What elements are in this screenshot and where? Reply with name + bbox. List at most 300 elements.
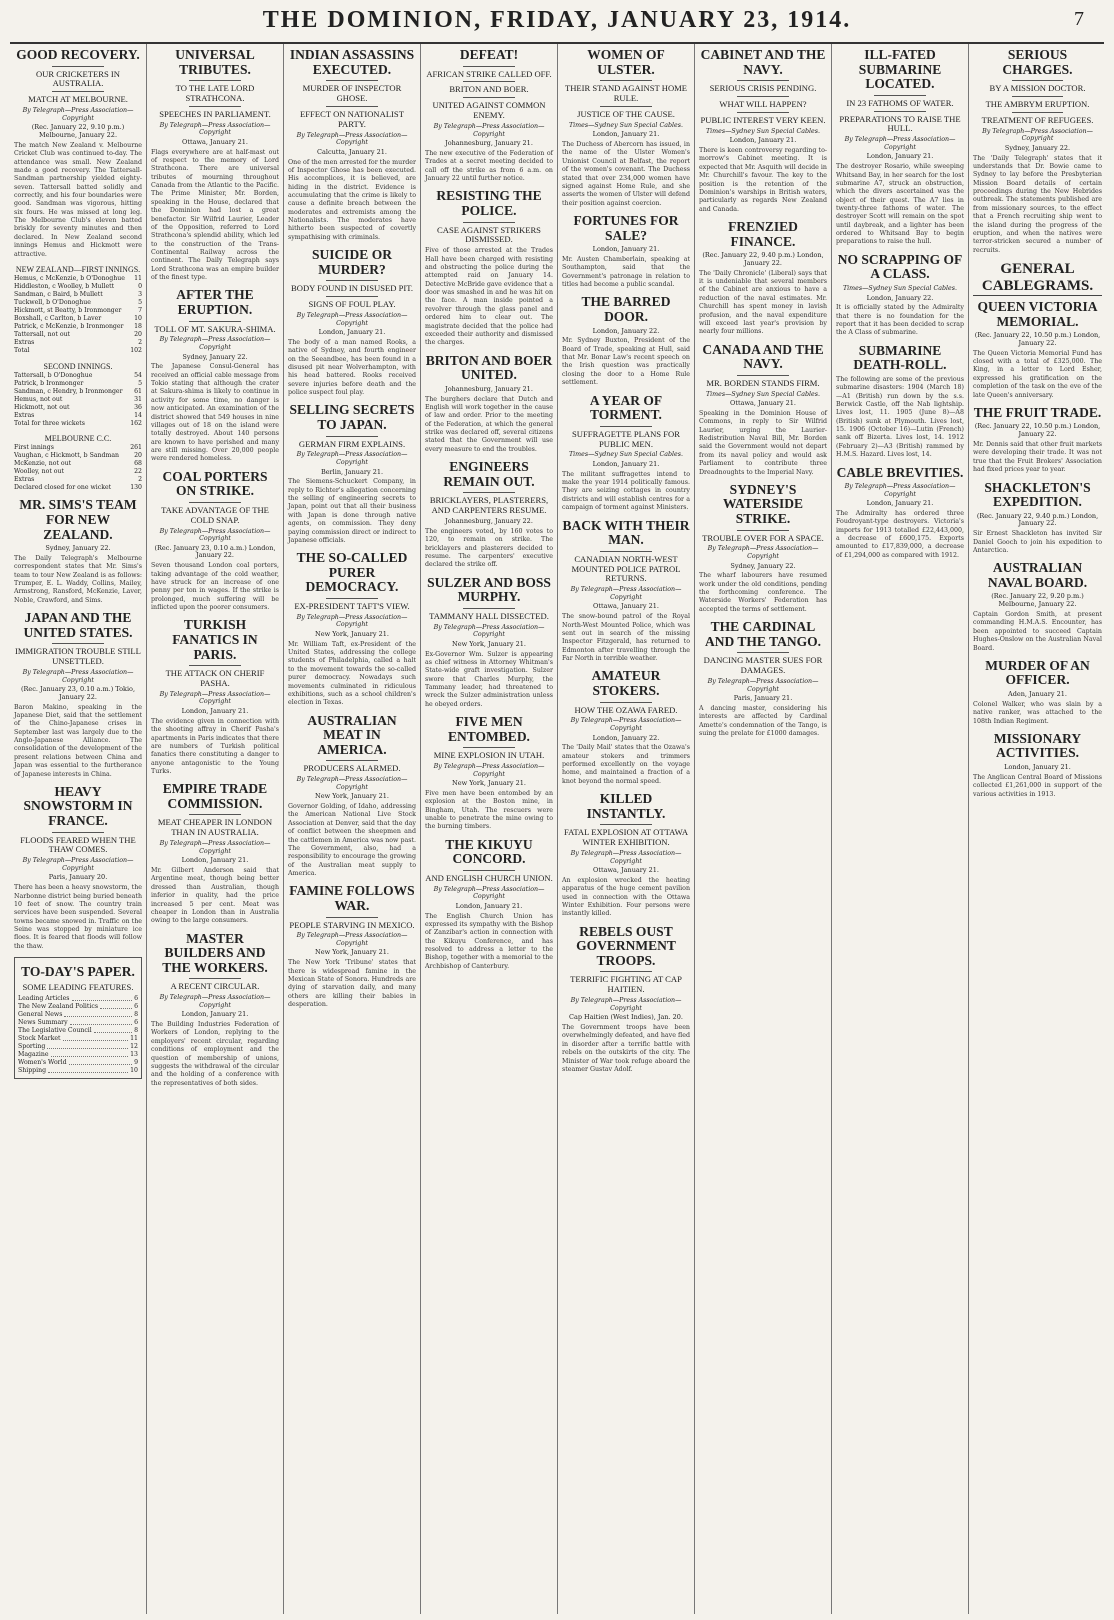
story-headline: REBELS OUST GOVERNMENT TROOPS. xyxy=(576,923,676,968)
news-story xyxy=(288,551,416,707)
story-headline: ILL-FATED SUBMARINE LOCATED. xyxy=(858,47,942,92)
batsman-name: Hiddleston, c Woolley, b Mullett xyxy=(14,282,115,290)
story-dateline: Calcutta, January 21. xyxy=(317,147,387,156)
divider-rule xyxy=(600,824,651,825)
story-subheading: DANCING MASTER SUES FOR DAMAGES. xyxy=(703,655,823,676)
story-subheading: BY A MISSION DOCTOR. xyxy=(989,83,1086,94)
contents-box xyxy=(14,957,142,1079)
news-story xyxy=(288,48,416,242)
news-story xyxy=(151,618,279,776)
score-line xyxy=(14,396,142,404)
leader-dots xyxy=(63,1035,129,1041)
story-headline: SUBMARINE DEATH-ROLL. xyxy=(853,342,947,373)
story-body: The English Church Union has expressed its sympathy with the Bishop of Zanzibar's action in connection with the Kikuyu Conference, and has resolved to address a letter to the Bishop, together with a memorial to the Archbishop of Canterbury. xyxy=(425,912,553,970)
news-story xyxy=(562,925,690,1075)
story-body: Captain Gordon Smith, at present commanding H.M.A.S. Encounter, has been appointed to succeed Captain Hughes-Onslow on the Australian Naval Board. xyxy=(973,611,1102,652)
story-headline: INDIAN ASSASSINS EXECUTED. xyxy=(289,47,415,77)
news-story xyxy=(425,715,553,832)
story-body: The Japanese Consul-General has received an official cable message from Tokio stating that although the crater at Sakura-shima is likely to continue in activity for some time, no danger is now anticipated. An examination of the district showed that 549 houses in nine villages out of 18 on the island were totally destroyed. About 140 persons are known to have perished and many are still missing. Over 20,000 people were rendered homeless. xyxy=(151,363,279,463)
score-line xyxy=(14,444,142,452)
news-story xyxy=(288,403,416,545)
divider-rule xyxy=(463,97,514,98)
story-body: Sir Ernest Shackleton has invited Sir Daniel Gooch to join his expedition to Antarctica. xyxy=(973,530,1102,554)
batsman-name: Hickmott, st Beatty, b Ironmonger xyxy=(14,307,122,315)
column-8 xyxy=(969,44,1106,1614)
story-body: Governor Golding, of Idaho, addressing the American National Live Stock Association at Denver, said that the day of conflict between the sheepmen and the cattlemen in America was now past. The Government, also, had a responsibility to encourage the growing of the Australian meat supply to America. xyxy=(288,803,416,877)
story-body: The 'Daily Chronicle' (Liberal) says that it is undeniable that several members of the Cabinet are anxious to have a reduction of the naval estimates. Mr. Churchill has spent money in lavish profusion, and the naval expenditure will exceed last year's provision by nearly four millions. xyxy=(699,269,827,336)
news-story xyxy=(425,48,553,183)
contents-page: 6 xyxy=(134,1002,138,1010)
runs-value: 14 xyxy=(134,411,142,419)
divider-rule xyxy=(463,608,514,609)
scoreboard-heading: NEW ZEALAND—FIRST INNINGS. xyxy=(15,264,141,274)
story-dateline: London, January 21. xyxy=(181,1010,249,1019)
story-headline: JAPAN AND THE UNITED STATES. xyxy=(23,610,133,640)
contents-subheading: SOME LEADING FEATURES. xyxy=(22,981,134,992)
story-headline: SERIOUS CHARGES. xyxy=(1002,47,1073,77)
score-line xyxy=(14,484,142,492)
divider-rule xyxy=(326,80,377,81)
runs-value: 2 xyxy=(138,339,142,347)
contents-line xyxy=(18,995,138,1003)
story-headline: SELLING SECRETS TO JAPAN. xyxy=(289,402,415,433)
divider-rule xyxy=(463,492,514,493)
story-body: The new executive of the Federation of Trades at a secret meeting decided to call off the strike as from 6 a.m. on January 22 until further notice. xyxy=(425,149,553,183)
story-headline: THE BARRED DOOR. xyxy=(581,294,671,324)
story-body: Five of those arrested at the Trades Hall have been charged with resisting and obstructing the police during the attempted raid on January 14. Detective McBride gave evidence that a door was smashed in and he was hit on the face. A man inside pointed a revolver through the glass panel and ordered him to clear out. The magistrate decided that the police had exceeded their authority and dismissed the charges. xyxy=(425,247,553,347)
news-story xyxy=(562,214,690,289)
story-subheading: THE AMBRYM ERUPTION. xyxy=(985,99,1090,110)
contents-page: 6 xyxy=(134,1018,138,1026)
divider-rule xyxy=(600,80,651,81)
story-credit: By Telegraph—Press Association—Copyright xyxy=(570,997,682,1012)
story-headline: GOOD RECOVERY. xyxy=(16,47,140,62)
story-body: One of the men arrested for the murder of Inspector Ghose has been executed. His accomplices, it is believed, are hiding in the district. Evidence is accumulating that the crime is likely to cause a definite breach between the moderates and extremists among the Nationalists. The moderates have hitherto been suspected of covertly sympathising with criminals. xyxy=(288,158,416,241)
scoreboard-heading: SECOND INNINGS. xyxy=(43,361,113,371)
story-subheading: MEAT CHEAPER IN LONDON THAN IN AUSTRALIA. xyxy=(157,817,273,838)
news-story xyxy=(562,394,690,513)
story-headline: SHACKLETON'S EXPEDITION. xyxy=(984,479,1091,510)
scoreboard xyxy=(14,265,142,356)
story-body: An explosion wrecked the heating apparatus of the huge cement pavilion used in connection with the Ottawa Winter Exhibition. Four persons were instantly killed. xyxy=(562,876,690,918)
news-story xyxy=(151,288,279,463)
story-credit: By Telegraph—Press Association—Copyright xyxy=(159,994,271,1009)
contents-heading: TO-DAY'S PAPER. xyxy=(21,964,135,980)
story-headline: FIVE MEN ENTOMBED. xyxy=(448,714,530,744)
story-credit: By Telegraph—Press Association—Copyright xyxy=(707,545,819,561)
divider-rule xyxy=(189,814,240,815)
section-heading: GENERAL CABLEGRAMS. xyxy=(973,261,1102,296)
divider-rule xyxy=(1012,96,1064,97)
story-body: Colonel Walker, who was slain by a native ranker, was attached to the 108th Indian Regiment. xyxy=(973,700,1102,725)
story-body: Speaking in the Dominion House of Commons, in reply to Sir Wilfrid Laurier, urging the Laurier-Redistribution Naval Bill, Mr. Borden said the Government would not depart from its naval policy and would ask Parliament to contribute three Dreadnoughts to the Imperial Navy. xyxy=(699,410,827,476)
story-credit: Times—Sydney Sun Special Cables. xyxy=(568,451,684,459)
contents-item: The New Zealand Politics xyxy=(18,1002,99,1010)
story-dateline: Aden, January 21. xyxy=(1008,690,1067,699)
news-story xyxy=(562,519,690,664)
story-subheading: PRODUCERS ALARMED. xyxy=(303,763,401,774)
leader-dots xyxy=(51,1051,129,1057)
story-subheading: JUSTICE OF THE CAUSE. xyxy=(577,108,675,119)
news-story xyxy=(836,344,964,460)
story-dateline: (Rec. January 22, 9.10 p.m.) Melbourne, January 22. xyxy=(31,123,125,140)
divider-rule xyxy=(1012,80,1064,81)
story-credit: By Telegraph—Press Association—Copyright xyxy=(296,451,408,467)
contents-page: 11 xyxy=(130,1034,138,1042)
story-dateline: London, January 21. xyxy=(592,459,660,468)
story-credit: By Telegraph—Press Association—Copyright xyxy=(296,776,408,791)
score-line xyxy=(14,476,142,484)
divider-rule xyxy=(189,665,240,666)
contents-page: 8 xyxy=(134,1010,138,1018)
news-story xyxy=(836,466,964,561)
contents-page: 13 xyxy=(130,1051,138,1059)
story-credit: By Telegraph—Press Association—Copyright xyxy=(570,717,682,732)
runs-value: 5 xyxy=(138,299,142,307)
score-line xyxy=(14,307,142,315)
batsman-name: Woolley, not out xyxy=(14,468,64,476)
story-credit: By Telegraph—Press Association—Copyright xyxy=(159,527,271,543)
divider-rule xyxy=(1012,112,1064,113)
story-subheading: HOW THE OZAWA FARED. xyxy=(574,704,678,715)
batsman-name: Declared closed for one wicket xyxy=(14,484,112,492)
news-story xyxy=(562,48,690,208)
divider-rule xyxy=(737,96,788,97)
score-line xyxy=(14,283,142,291)
batsman-name: Boxshall, c Carlton, b Laver xyxy=(14,315,102,323)
batsman-name: Extras xyxy=(14,411,35,419)
contents-item: Sporting xyxy=(18,1042,46,1050)
story-body: The burghers declare that Dutch and English will work together in the cause of law and order. Prior to the meeting of the Federation, at which the general strike was declared off, several citizens stated that the Government will use every measure to end the troubles. xyxy=(425,395,553,453)
story-subheading: SUFFRAGETTE PLANS FOR PUBLIC MEN. xyxy=(572,428,680,449)
story-headline: KILLED INSTANTLY. xyxy=(586,791,666,821)
contents-item: Women's World xyxy=(18,1059,67,1067)
leader-dots xyxy=(94,1027,132,1033)
story-headline: THE KIKUYU CONCORD. xyxy=(445,836,533,867)
story-body: Mr. Dennis said that other fruit markets were developing their trade. It was not true that the Fruit Brokers' Association had fixed prices year to year. xyxy=(973,441,1102,474)
story-credit: By Telegraph—Press Association—Copyright xyxy=(159,690,271,706)
contents-item: Leading Articles xyxy=(18,994,70,1002)
story-headline: AFTER THE ERUPTION. xyxy=(176,287,254,317)
story-headline: CABLE BREVITIES. xyxy=(836,464,964,480)
story-headline: AMATEUR STOKERS. xyxy=(591,668,661,698)
runs-value: 7 xyxy=(138,307,142,315)
story-headline: THE FRUIT TRADE. xyxy=(973,404,1102,420)
story-subheading: MURDER OF INSPECTOR GHOSE. xyxy=(302,83,402,104)
story-dateline: New York, January 21. xyxy=(315,629,389,638)
story-headline: FAMINE FOLLOWS WAR. xyxy=(289,883,415,913)
score-line xyxy=(14,372,142,380)
story-headline: NO SCRAPPING OF A CLASS. xyxy=(837,251,963,282)
batsman-name: Hickmott, not out xyxy=(14,403,70,411)
story-dateline: (Rec. January 23, 0.10 a.m.) London, January 22. xyxy=(154,543,276,560)
story-credit: Times—Sydney Sun Special Cables. xyxy=(842,285,958,292)
story-credit: By Telegraph—Press Association—Copyright xyxy=(296,131,408,147)
contents-item: News Summary xyxy=(18,1018,68,1026)
story-credit: By Telegraph—Press Association—Copyright xyxy=(159,121,271,137)
story-subheading: CASE AGAINST STRIKERS DISMISSED. xyxy=(437,224,541,245)
divider-rule xyxy=(737,530,788,531)
story-body: The snow-bound patrol of the Royal North-West Mounted Police, which was sent out in search of the missing Inspector Fitzgerald, has returned to Edmonton after travelling through the Far North in terrible weather. xyxy=(562,613,690,663)
story-body: The Admiralty has ordered three Foudroyant-type destroyers. Victoria's imports for 1913 totalled £22,443,000, a decrease of £600,175. Exports amounted to £17,839,000, a decrease of £1,294,000 as compared with 1912. xyxy=(836,510,964,559)
batsman-name: Sandman, c Baird, b Mullett xyxy=(14,291,103,299)
divider-rule xyxy=(463,222,514,223)
story-headline: QUEEN VICTORIA MEMORIAL. xyxy=(977,298,1098,329)
masthead xyxy=(0,0,1114,40)
story-dateline: London, January 22. xyxy=(866,293,934,302)
divider-rule xyxy=(463,870,514,871)
column-3 xyxy=(284,44,421,1614)
news-story xyxy=(973,300,1102,400)
story-subheading: TERRIFIC FIGHTING AT CAP HAITIEN. xyxy=(570,974,682,995)
story-subheading: SPEECHES IN PARLIAMENT. xyxy=(159,108,271,119)
story-credit: By Telegraph—Press Association—Copyright xyxy=(159,336,271,351)
story-subheading: MR. BORDEN STANDS FIRM. xyxy=(706,377,820,388)
news-story xyxy=(14,785,142,951)
story-credit: By Telegraph—Press Association—Copyright xyxy=(22,668,134,684)
news-story xyxy=(288,884,416,1009)
story-subheading: TAMMANY HALL DISSECTED. xyxy=(429,610,549,621)
runs-value: 68 xyxy=(134,460,142,468)
story-subheading: BODY FOUND IN DISUSED PIT. xyxy=(291,283,413,294)
story-subheading: PEOPLE STARVING IN MEXICO. xyxy=(289,919,415,930)
news-story xyxy=(425,460,553,570)
runs-value: 0 xyxy=(138,282,142,290)
score-line xyxy=(14,291,142,299)
story-headline: MISSIONARY ACTIVITIES. xyxy=(993,730,1082,761)
batsman-name: First innings xyxy=(14,443,54,451)
scoreboard xyxy=(14,434,142,492)
story-subheading: TO THE LATE LORD STRATHCONA. xyxy=(175,83,255,104)
divider-rule xyxy=(600,971,651,972)
story-headline: COAL PORTERS ON STRIKE. xyxy=(162,468,268,499)
story-subheading: TREATMENT OF REFUGEES. xyxy=(981,114,1094,125)
story-body: The 'Daily Mail' states that the Ozawa's amateur stokers and trimmers performed excellently on the voyage home, and maintained a fraction of a knot beyond the normal speed. xyxy=(562,744,690,785)
story-credit: Times—Sydney Sun Special Cables. xyxy=(705,127,821,135)
story-dateline: London, January 21. xyxy=(318,328,386,337)
score-line xyxy=(14,275,142,283)
news-story xyxy=(425,838,553,971)
story-headline: FORTUNES FOR SALE? xyxy=(573,213,679,243)
score-line xyxy=(14,388,142,396)
story-dateline: London, January 21. xyxy=(592,245,660,254)
story-body: The following are some of the previous submarine disasters: 1904 (March 18)—A1 (British) run down by the s.s. Berwick Castle, off the Nab lightship. Lives lost, 11. 1905 (June 8)—A8 (British) sunk at Plymouth. Lives lost, 15. 1906 (October 16)—Lutin (French) sank off Bizerta. Lives lost, 14. 1912 (February 2)—A3 (British) rammed by H.M.S. Hazard. Lives lost, 14. xyxy=(836,375,964,459)
story-body: The New York 'Tribune' states that there is widespread famine in the Mexican State of Sonora. Hundreds are dying of starvation daily, and many others are killing their babies in desperation. xyxy=(288,959,416,1009)
story-subheading: PREPARATIONS TO RAISE THE HULL. xyxy=(839,113,961,134)
leader-dots xyxy=(48,1067,128,1073)
story-dateline: Sydney, January 22. xyxy=(730,561,796,570)
news-story xyxy=(562,295,690,387)
batsman-name: Total xyxy=(14,347,30,355)
divider-rule xyxy=(737,80,788,81)
story-dateline: Ottawa, January 21. xyxy=(730,399,796,408)
divider-rule xyxy=(737,375,788,376)
runs-value: 5 xyxy=(138,379,142,387)
story-dateline: London, January 21. xyxy=(181,706,249,715)
runs-value: 3 xyxy=(138,291,142,299)
batsman-name: Hemus, c McKenzie, b O'Donoghue xyxy=(14,274,125,282)
story-body: The militant suffragettes intend to make the year 1914 politically famous. They are seizing cottages in country districts and will establish centres for a campaign of torment against Ministers. xyxy=(562,470,690,512)
story-headline: EMPIRE TRADE COMMISSION. xyxy=(162,781,268,811)
story-subheading: CANADIAN NORTH-WEST MOUNTED POLICE PATROL RETURNS. xyxy=(571,553,681,584)
story-dateline: London, January 21. xyxy=(592,130,660,139)
scoreboard xyxy=(14,362,142,428)
story-dateline: New York, January 21. xyxy=(452,779,526,788)
story-subheading: IMMIGRATION TROUBLE STILL UNSETTLED. xyxy=(15,646,141,667)
story-dateline: Paris, January 20. xyxy=(48,873,108,882)
divider-rule xyxy=(874,111,925,112)
story-credit: By Telegraph—Press Association—Copyright xyxy=(296,312,408,327)
news-story xyxy=(699,620,827,738)
batsman-name: McKenzie, not out xyxy=(14,460,72,468)
story-credit: By Telegraph—Press Association—Copyright xyxy=(22,107,134,122)
story-body: Five men have been entombed by an explosion at the Boston mine, in Bingham, Utah. The rescuers were unable to penetrate the mine owing to the burning timbers. xyxy=(425,789,553,831)
story-body: The evidence given in connection with the shooting affray in Cherif Pasha's apartments in Paris indicates that there are numbers of Turkish political fanatics there constituting a danger to anyone antagonistic to the Young Turks. xyxy=(151,717,279,775)
story-body: The Daily Telegraph's Melbourne correspondent states that Mr. Sims's team to tour New Zealand is as follows: Trumper, E. L. Waddy, Collins, Mailey, Armstrong, Ransford, McKenzie, Laver, Noble, Crawford, and Sims. xyxy=(14,554,142,604)
story-credit: Times—Sydney Sun Special Cables. xyxy=(705,390,821,398)
story-credit: By Telegraph—Press Association—Copyright xyxy=(159,840,271,855)
story-body: A dancing master, considering his interests are affected by Cardinal Amette's condemnation of the Tango, is suing the prelate for £1000 damages. xyxy=(699,704,827,738)
story-dateline: Berlin, January 21. xyxy=(320,467,384,476)
story-body: The Queen Victoria Memorial Fund has closed with a total of £325,000. The King, in a letter to Lord Esher, expressed his gratification on the completion of the task on the eve of the late Queen's anniversary. xyxy=(973,349,1102,399)
divider-rule xyxy=(189,978,240,979)
story-subheading: TROUBLE OVER FOR A SPACE. xyxy=(702,532,824,543)
leader-dots xyxy=(64,1011,132,1017)
story-subheading: FLOODS FEARED WHEN THE THAW COMES. xyxy=(20,834,136,855)
runs-value: 2 xyxy=(138,476,142,484)
story-headline: BACK WITH THEIR MAN. xyxy=(562,517,690,548)
story-subheading: FATAL EXPLOSION AT OTTAWA WINTER EXHIBITION. xyxy=(563,827,689,848)
story-body: The Siemens-Schuckert Company, in reply to Richter's allegation concerning the selling of engineering secrets to Japan, point out that all their business with Japan is done through native agents, on commission. They deny paying commission direct or indirect to Japanese officials. xyxy=(288,478,416,544)
story-subheading: TOLL OF MT. SAKURA-SHIMA. xyxy=(154,323,276,334)
story-dateline: Ottawa, January 21. xyxy=(593,602,659,611)
story-headline: BRITON AND BOER UNITED. xyxy=(425,352,553,383)
story-body: The destroyer Rosario, while sweeping Whitsand Bay, in her search for the lost submarine A7, struck an obstruction, which the divers ascertained was the object of their quest. The A7 lies in twenty-three fathoms of water. The destroyer Scott will remain on the spot until daybreak, and a lighter has been ordered to Whitsand Bay to begin preparations to raise the hull. xyxy=(836,163,964,246)
news-story xyxy=(562,669,690,786)
story-body: There has been a heavy snowstorm, the Narbonne district being buried beneath 10 feet of snow. The country train services have been suspended. Several towns became snowed in. Traffic on the Seine was stopped by miniature ice floes. It is feared that floods will follow the thaw. xyxy=(14,884,142,950)
news-story xyxy=(425,354,553,454)
story-body: The body of a man named Rooks, a native of Sydney, and fourth engineer on the Seeandbee, has been found in a disused pit near Wolverhampton, with his head battered. Rooks received severe injuries before death and the police suspect foul play. xyxy=(288,338,416,397)
batsman-name: Tattersall, b O'Donoghue xyxy=(14,371,93,379)
story-headline: CABINET AND THE NAVY. xyxy=(700,47,826,77)
story-subheading: WHAT WILL HAPPEN? xyxy=(719,99,807,110)
batsman-name: Total for three wickets xyxy=(14,419,85,427)
story-body: Baron Makino, speaking in the Japanese Diet, said that the settlement of the Chino-Japanese crises in September last was largely due to the Anglo-Japanese Alliance. The consolidation of the development of the present relations between China and Japan was essential to the furtherance of Japanese interests in China. xyxy=(14,703,142,778)
story-headline: MURDER OF AN OFFICER. xyxy=(985,657,1090,688)
news-story xyxy=(836,253,964,338)
contents-item: Magazine xyxy=(18,1051,49,1059)
story-dateline: London, January 22. xyxy=(592,326,660,335)
story-credit: By Telegraph—Press Association—Copyright xyxy=(982,127,1093,143)
news-story xyxy=(973,732,1102,799)
divider-rule xyxy=(600,426,651,427)
divider-rule xyxy=(737,112,788,113)
story-subheading: IN 23 FATHOMS OF WATER. xyxy=(846,97,954,108)
story-subheading: MINE EXPLOSION IN UTAH. xyxy=(433,750,545,761)
story-subheading: THE ATTACK ON CHERIF PASHA. xyxy=(165,668,265,689)
story-subheading: BRICKLAYERS, PLASTERERS, AND CARPENTERS RESUME. xyxy=(429,495,549,516)
divider-rule xyxy=(189,321,240,322)
story-dateline: New York, January 21. xyxy=(452,639,526,648)
divider-rule xyxy=(52,91,103,92)
story-credit: By Telegraph—Press Association—Copyright xyxy=(844,136,956,151)
column-5 xyxy=(558,44,695,1614)
score-line xyxy=(14,339,142,347)
contents-page: 10 xyxy=(130,1067,138,1075)
news-story xyxy=(973,481,1102,556)
story-credit: By Telegraph—Press Association—Copyright xyxy=(570,586,682,601)
batsman-name: Tattersall, not out xyxy=(14,331,71,339)
story-dateline: (Rec. January 22, 9.40 p.m.) London, January 22. xyxy=(976,511,1099,528)
story-subheading: MATCH AT MELBOURNE. xyxy=(28,94,128,105)
story-headline: MR. SIMS'S TEAM FOR NEW ZEALAND. xyxy=(19,497,137,542)
newspaper-title: THE DOMINION, FRIDAY, JANUARY 23, 1914. xyxy=(262,6,852,33)
story-headline: FRENZIED FINANCE. xyxy=(728,219,798,249)
contents-line xyxy=(18,1019,138,1027)
story-credit: By Telegraph—Press Association—Copyright xyxy=(433,123,545,138)
story-headline: DEFEAT! xyxy=(459,47,519,62)
news-story xyxy=(562,792,690,919)
story-body: Flags everywhere are at half-mast out of respect to the memory of Lord Strathcona. There are universal tributes of mourning throughout Canada from the Atlantic to the Pacific. The Prime Minister, Mr. Borden, speaking in the House, declared that the Dominion had lost a great benefactor. Sir Wilfrid Laurier, Leader of the Opposition, referred to Lord Strathcona's splendid ability, which led to the construction of the Trans-Continental Railway across the continent. The Daily Telegraph says Lord Strathcona was an empire builder of the finest type. xyxy=(151,148,279,282)
news-story xyxy=(973,48,1102,255)
story-headline: THE SO-CALLED PURER DEMOCRACY. xyxy=(296,550,408,595)
contents-page: 9 xyxy=(134,1059,138,1067)
news-story xyxy=(288,248,416,397)
story-dateline: Johannesburg, January 22. xyxy=(445,517,533,525)
newspaper-columns xyxy=(10,44,1106,1614)
column-7 xyxy=(832,44,969,1614)
divider-rule xyxy=(326,917,377,918)
contents-item: Stock Market xyxy=(18,1034,61,1042)
story-credit: By Telegraph—Press Association—Copyright xyxy=(433,763,545,778)
story-headline: MASTER BUILDERS AND THE WORKERS. xyxy=(162,930,268,975)
story-headline: UNIVERSAL TRIBUTES. xyxy=(175,47,255,77)
column-6 xyxy=(695,44,832,1614)
story-dateline: Cap Haitien (West Indies), Jan. 20. xyxy=(568,1013,684,1022)
divider-rule xyxy=(326,296,377,297)
story-dateline: Ottawa, January 21. xyxy=(593,866,659,875)
divider-rule xyxy=(463,66,514,67)
news-story xyxy=(699,483,827,614)
story-subheading: AND ENGLISH CHURCH UNION. xyxy=(425,872,553,883)
story-dateline: Johannesburg, January 21. xyxy=(445,384,533,393)
story-dateline: Paris, January 21. xyxy=(733,694,793,703)
contents-page: 12 xyxy=(130,1042,138,1050)
divider-rule xyxy=(874,95,925,96)
runs-value: 20 xyxy=(134,331,142,339)
story-dateline: London, January 21. xyxy=(455,901,523,910)
story-credit: Times—Sydney Sun Special Cables. xyxy=(568,121,684,129)
column-4 xyxy=(421,44,558,1614)
story-body: The 'Daily Telegraph' states that it understands that Dr. Bowie came to Sydney to lay before the Presbyterian Mission Board details of certain proceedings during the New Hebrides outbreak. The statements published are from missionary sources, to the effect that a French recruiting ship went to the island during the progress of the eruption, and when the natives were terror-stricken secured a number of recruits. xyxy=(973,154,1102,254)
news-story xyxy=(973,561,1102,653)
batsman-name: Vaughan, c Hickmott, b Sandman xyxy=(14,452,119,460)
contents-line xyxy=(18,1059,138,1067)
divider-rule xyxy=(600,702,651,703)
story-body: The Government troops have been overwhelmingly defeated, and have fled in disorder after a terrific battle with rebels on the outskirts of the city. The Minister of War took refuge aboard the steamer Gustav Adolf. xyxy=(562,1024,690,1073)
story-credit: By Telegraph—Press Association—Copyright xyxy=(707,678,819,693)
score-line xyxy=(14,299,142,307)
contents-line xyxy=(18,1067,138,1075)
story-headline: TURKISH FANATICS IN PARIS. xyxy=(172,617,258,662)
story-dateline: London, January 21. xyxy=(1004,763,1071,772)
runs-value: 102 xyxy=(130,347,142,355)
story-headline: ENGINEERS REMAIN OUT. xyxy=(443,459,535,489)
news-story xyxy=(699,343,827,477)
story-headline: SUICIDE OR MURDER? xyxy=(312,247,392,277)
story-subheading: OUR CRICKETERS IN AUSTRALIA. xyxy=(35,68,121,89)
story-headline: A YEAR OF TORMENT. xyxy=(589,392,663,423)
